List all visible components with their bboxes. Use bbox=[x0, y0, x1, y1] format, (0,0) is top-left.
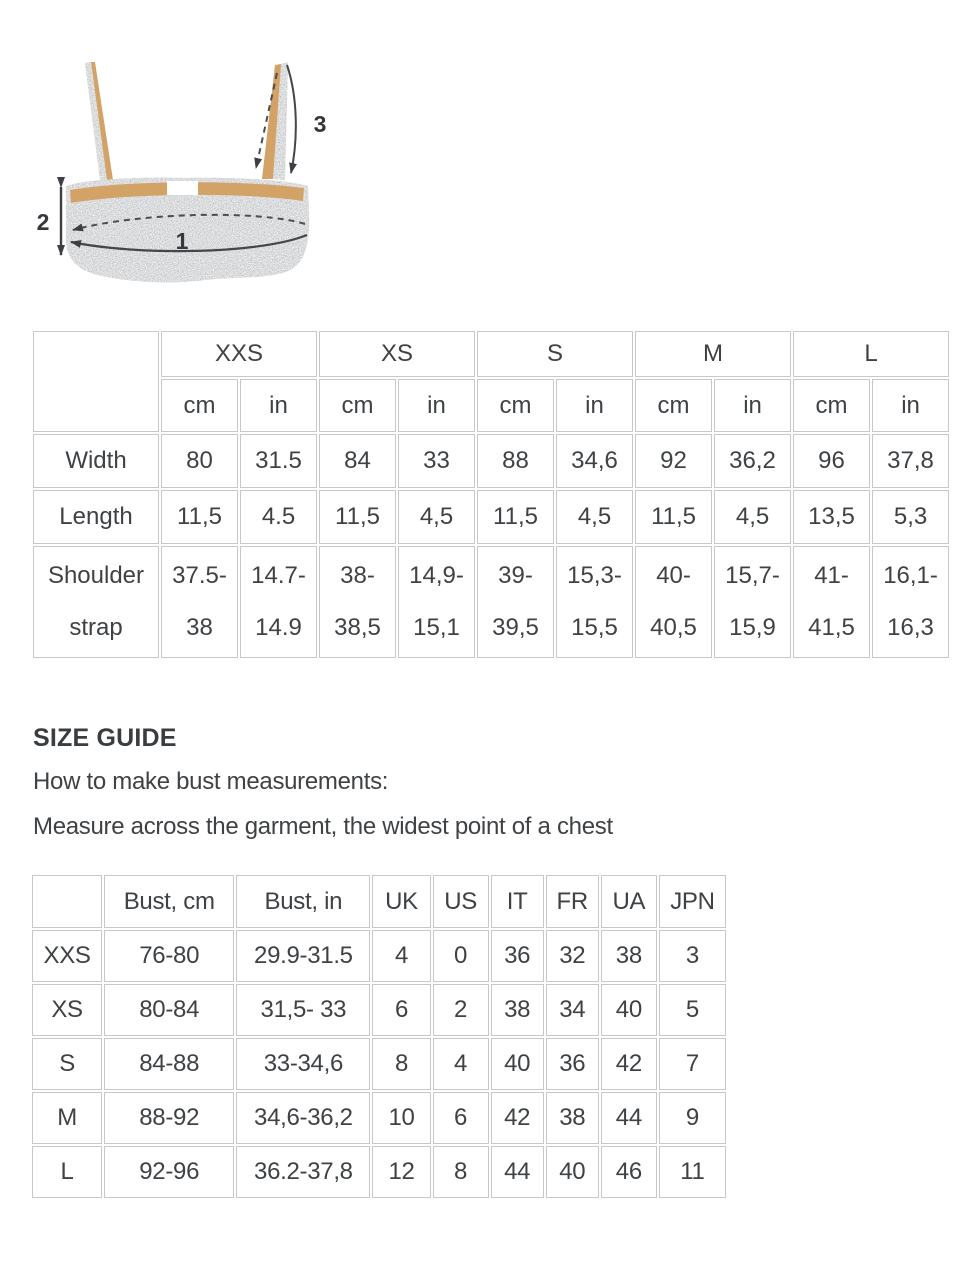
table-row-s bbox=[32, 1038, 726, 1090]
cell-value: 39- bbox=[498, 562, 533, 589]
row-label-width bbox=[33, 434, 159, 488]
cell-value: 38- bbox=[340, 562, 375, 589]
table-cell: 42 bbox=[491, 1092, 544, 1144]
table-cell bbox=[793, 546, 870, 658]
table-cell bbox=[872, 434, 949, 488]
table-cell: 5 bbox=[659, 984, 726, 1036]
row-label-text: Length bbox=[59, 503, 133, 530]
row-label-text: strap bbox=[69, 614, 123, 641]
unit-header-in: in bbox=[398, 379, 475, 432]
cell-value: 41- bbox=[814, 562, 849, 589]
table-cell bbox=[635, 434, 712, 488]
cell-value: 41,5 bbox=[808, 614, 855, 641]
table-cell bbox=[240, 434, 317, 488]
table-row-length bbox=[33, 490, 949, 544]
unit-header-cm: cm bbox=[477, 379, 554, 432]
table-cell bbox=[714, 490, 791, 544]
col-header-ua: UA bbox=[601, 875, 657, 928]
table-cell bbox=[556, 546, 633, 658]
cell-value: 15,3- bbox=[567, 562, 622, 589]
cell-value: 40,5 bbox=[650, 614, 697, 641]
cell-value: 84 bbox=[344, 447, 371, 474]
table-cell bbox=[477, 490, 554, 544]
table-row-xs bbox=[32, 984, 726, 1036]
unit-header-cm: cm bbox=[635, 379, 712, 432]
garment-diagram-svg bbox=[30, 40, 342, 296]
table-cell: 36 bbox=[546, 1038, 599, 1090]
marker-1-label: 1 bbox=[175, 228, 189, 254]
size-header-s: S bbox=[477, 331, 633, 377]
band-tag bbox=[167, 181, 198, 195]
table-cell bbox=[319, 490, 396, 544]
table-cell: 40 bbox=[546, 1146, 599, 1198]
table-cell bbox=[714, 546, 791, 658]
table-cell bbox=[556, 434, 633, 488]
table-cell: 40 bbox=[491, 1038, 544, 1090]
table-cell: 0 bbox=[433, 930, 489, 982]
table-cell: 29.9-31.5 bbox=[236, 930, 370, 982]
table-cell bbox=[477, 434, 554, 488]
row-label-size: M bbox=[32, 1092, 102, 1144]
cell-value: 88 bbox=[502, 447, 529, 474]
size-guide-heading: SIZE GUIDE bbox=[33, 724, 177, 752]
table-cell: 40 bbox=[601, 984, 657, 1036]
row-label-size: L bbox=[32, 1146, 102, 1198]
table-cell: 3 bbox=[659, 930, 726, 982]
size-header-xxs: XXS bbox=[161, 331, 317, 377]
row-label-length bbox=[33, 490, 159, 544]
table-cell bbox=[714, 434, 791, 488]
table-cell: 10 bbox=[372, 1092, 430, 1144]
cell-value: 4,5 bbox=[577, 503, 612, 530]
table-cell: 9 bbox=[659, 1092, 726, 1144]
row-label-size: XXS bbox=[32, 930, 102, 982]
col-header-bust-cm: Bust, cm bbox=[104, 875, 234, 928]
cell-value: 34,6 bbox=[571, 447, 618, 474]
col-header-uk: UK bbox=[372, 875, 430, 928]
size-header-xs: XS bbox=[319, 331, 475, 377]
table-row-m bbox=[32, 1092, 726, 1144]
cell-value: 39,5 bbox=[492, 614, 539, 641]
corner-cell bbox=[32, 875, 102, 928]
measurements-table bbox=[31, 329, 951, 660]
table-cell: 33-34,6 bbox=[236, 1038, 370, 1090]
unit-header-in: in bbox=[714, 379, 791, 432]
table-cell bbox=[161, 490, 238, 544]
cell-value: 14.9 bbox=[255, 614, 302, 641]
cell-value: 80 bbox=[186, 447, 213, 474]
table-cell: 4 bbox=[372, 930, 430, 982]
table-cell bbox=[161, 546, 238, 658]
row-label-size: XS bbox=[32, 984, 102, 1036]
table-cell: 42 bbox=[601, 1038, 657, 1090]
table-cell bbox=[240, 546, 317, 658]
table-cell: 38 bbox=[601, 930, 657, 982]
cell-value: 40- bbox=[656, 562, 691, 589]
cell-value: 96 bbox=[818, 447, 845, 474]
table-cell: 8 bbox=[372, 1038, 430, 1090]
cell-value: 16,1- bbox=[883, 562, 938, 589]
table-cell: 7 bbox=[659, 1038, 726, 1090]
table-cell: 44 bbox=[491, 1146, 544, 1198]
table-cell: 84-88 bbox=[104, 1038, 234, 1090]
strap-arrow bbox=[287, 65, 296, 173]
table-cell bbox=[635, 546, 712, 658]
cell-value: 11,5 bbox=[177, 503, 222, 530]
table-cell: 34 bbox=[546, 984, 599, 1036]
table-cell: 80-84 bbox=[104, 984, 234, 1036]
col-header-fr: FR bbox=[546, 875, 599, 928]
table-cell: 11 bbox=[659, 1146, 726, 1198]
cell-value: 11,5 bbox=[651, 503, 696, 530]
table-cell bbox=[319, 546, 396, 658]
table-cell: 34,6-36,2 bbox=[236, 1092, 370, 1144]
row-label-shoulder-strap bbox=[33, 546, 159, 658]
table-cell: 2 bbox=[433, 984, 489, 1036]
cell-value: 36,2 bbox=[729, 447, 776, 474]
conversion-table bbox=[30, 873, 728, 1200]
table-cell: 38 bbox=[491, 984, 544, 1036]
col-header-jpn: JPN bbox=[659, 875, 726, 928]
table-cell: 8 bbox=[433, 1146, 489, 1198]
table-cell bbox=[398, 546, 475, 658]
table-cell bbox=[398, 490, 475, 544]
table-cell bbox=[161, 434, 238, 488]
cell-value: 38,5 bbox=[334, 614, 381, 641]
cell-value: 37,8 bbox=[887, 447, 934, 474]
table-cell bbox=[319, 434, 396, 488]
table-row-xxs bbox=[32, 930, 726, 982]
cell-value: 15,1 bbox=[413, 614, 460, 641]
table-row-width bbox=[33, 434, 949, 488]
table-cell bbox=[872, 490, 949, 544]
cell-value: 38 bbox=[186, 614, 213, 641]
col-header-us: US bbox=[433, 875, 489, 928]
table-cell bbox=[793, 434, 870, 488]
cell-value: 15,5 bbox=[571, 614, 618, 641]
cell-value: 11,5 bbox=[493, 503, 538, 530]
table-row-l bbox=[32, 1146, 726, 1198]
table-cell: 31,5- 33 bbox=[236, 984, 370, 1036]
cell-value: 13,5 bbox=[808, 503, 855, 530]
marker-3-label: 3 bbox=[313, 111, 327, 137]
row-label-text: Shoulder bbox=[47, 562, 145, 589]
cell-value: 14,9- bbox=[409, 562, 464, 589]
unit-header-cm: cm bbox=[319, 379, 396, 432]
table-cell: 36 bbox=[491, 930, 544, 982]
unit-header-cm: cm bbox=[161, 379, 238, 432]
cell-value: 15,9 bbox=[729, 614, 776, 641]
table-cell: 44 bbox=[601, 1092, 657, 1144]
table-cell: 6 bbox=[433, 1092, 489, 1144]
cell-value: 4,5 bbox=[735, 503, 770, 530]
unit-header-in: in bbox=[240, 379, 317, 432]
row-label-size: S bbox=[32, 1038, 102, 1090]
unit-header-cm: cm bbox=[793, 379, 870, 432]
cell-value: 33 bbox=[423, 447, 450, 474]
size-header-l: L bbox=[793, 331, 949, 377]
garment-diagram bbox=[30, 40, 342, 296]
cell-value: 37.5- bbox=[172, 562, 227, 589]
table-cell: 88-92 bbox=[104, 1092, 234, 1144]
cell-value: 4,5 bbox=[419, 503, 454, 530]
col-header-bust-in: Bust, in bbox=[236, 875, 370, 928]
size-guide-instruction-1: How to make bust measurements: bbox=[33, 768, 389, 795]
table-cell bbox=[872, 546, 949, 658]
table-cell: 92-96 bbox=[104, 1146, 234, 1198]
table-cell bbox=[240, 490, 317, 544]
row-label-text: Width bbox=[65, 447, 127, 474]
table-cell: 6 bbox=[372, 984, 430, 1036]
size-header-m: M bbox=[635, 331, 791, 377]
table-cell bbox=[477, 546, 554, 658]
cell-value: 14.7- bbox=[251, 562, 306, 589]
cell-value: 15,7- bbox=[725, 562, 780, 589]
cell-value: 4.5 bbox=[261, 503, 296, 530]
cell-value: 11,5 bbox=[335, 503, 380, 530]
table-cell bbox=[556, 490, 633, 544]
table-cell: 38 bbox=[546, 1092, 599, 1144]
marker-2-label: 2 bbox=[36, 209, 50, 235]
table-cell: 12 bbox=[372, 1146, 430, 1198]
table-cell: 76-80 bbox=[104, 930, 234, 982]
col-header-it: IT bbox=[491, 875, 544, 928]
table-cell: 36.2-37,8 bbox=[236, 1146, 370, 1198]
table-cell: 32 bbox=[546, 930, 599, 982]
table-cell: 4 bbox=[433, 1038, 489, 1090]
cell-value: 5,3 bbox=[893, 503, 928, 530]
conversion-header-row bbox=[32, 875, 726, 928]
unit-header-in: in bbox=[872, 379, 949, 432]
table-row-shoulder-strap bbox=[33, 546, 949, 658]
corner-cell bbox=[33, 331, 159, 432]
table-cell bbox=[635, 490, 712, 544]
cell-value: 31.5 bbox=[255, 447, 302, 474]
size-guide-instruction-2: Measure across the garment, the widest point of a chest bbox=[33, 813, 613, 840]
cell-value: 16,3 bbox=[887, 614, 934, 641]
cell-value: 92 bbox=[660, 447, 687, 474]
table-cell: 46 bbox=[601, 1146, 657, 1198]
table-cell bbox=[793, 490, 870, 544]
unit-header-in: in bbox=[556, 379, 633, 432]
table-cell bbox=[398, 434, 475, 488]
